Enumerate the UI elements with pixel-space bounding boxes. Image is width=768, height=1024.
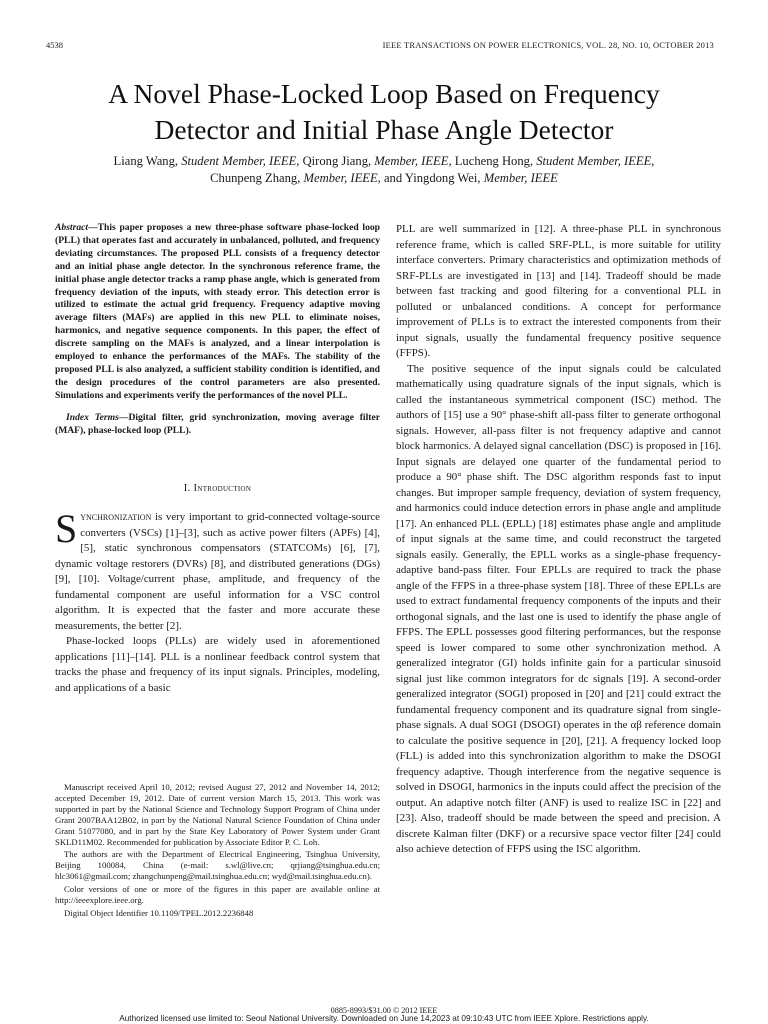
intro-lead-word: ynchronization [80, 511, 152, 523]
footnote-color: Color versions of one or more of the figures in this paper are available online at http://ieeexplore.ieee.org. [55, 884, 380, 906]
author-name: , and Yingdong Wei, [377, 171, 481, 185]
section-numeral: I. [183, 482, 191, 494]
section-heading [55, 481, 380, 497]
author-name: Chunpeng Zhang, [210, 171, 301, 185]
index-terms-label: Index Terms [66, 411, 119, 423]
title-line-1: A Novel Phase-Locked Loop Based on Frequency [108, 78, 660, 109]
author-name: , Qirong Jiang, [296, 154, 372, 168]
introduction-text [55, 506, 380, 696]
license-notice: Authorized licensed use limited to: Seoul National University. Downloaded on June 14,2023 at 09:10:43 UTC from IEEE Xplore. Restrictions apply. [119, 1014, 649, 1023]
first-page-footnote [55, 782, 380, 919]
abstract-label: Abstract [55, 222, 89, 233]
footnote-doi: Digital Object Identifier 10.1109/TPEL.2012.2236848 [64, 907, 254, 918]
footnote-affiliation: The authors are with the Department of Electrical Engineering, Tsinghua University, Beijing 100084, China (e-mail: s.wl@live.cn; qrjiang@tsinghua.edu.cn; hlc3061@gmail.com; zhangchunpeng@mail.tsinghua.edu.cn; wyd@mail.tsinghua.edu.cn). [55, 849, 380, 882]
right-paragraph-2: The positive sequence of the input signals could be calculated mathematically using quadrature signals of the input signals, which is called the instantaneous symmetrical component (ISC) method. The authors of [15] use a 90° phase-shift all-pass filter to generate orthogonal signals. However, all-pass filter is not frequency adaptive and cannot block harmonics. A delayed signal cancellation (DSC) is proposed in [16]. Input signals are delayed one quarter of the fundamental period to produce a 90° phase shift. The DSC algorithm responds fast to input changes. But improper sample frequency, deviation of system frequency, and harmonics could induce detection errors in phase angle and amplitude [17]. An enhanced PLL (EPLL) [18] estimates phase angle and amplitude of input signals at the same time, and could reconstruct the targeted signals easily. Generally, the EPLL works as a single-phase frequency-adaptive band-pass filter. Four EPLLs are required to track the phase angle of the FFPS in a three-phase system [18]. Three of these EPLLs are used to extract fundamental frequency components of the inputs and their orthogonal signals, and the last one is used to identify the phase angle of FFPS. The EPLL possesses good filtering performances, but the response speed is lower compared to some other synchronization method. A generalized integrator (GI) holds infinite gain for a particular sinusoid signal just like common integrators for dc signals [19]. A second-order generalized integrator (SOGI) proposed in [20] and [21] could extract the fundamental frequency component and its quadrature signal from single-phase signals. A dual SOGI (DSOGI) operates in the αβ reference domain to calculate the positive sequence in [20], [21]. A frequency locked loop (FLL) is added into this synchronization algorithm to make the DSOGI frequency adaptive. Though interference from the negative sequence is solved in DSOGI, harmonics in the inputs could affect the precision of the output. An adaptive notch filter (ANF) is used to realize ISC in [22] and [23]. Also, tradeoff should be made between the speed and precision. A discrete Kalman filter (DKF) or a recursive space vector filter [24] could also achieve detection of FFPS using the ISC algorithm. [396, 362, 721, 855]
page-header [46, 40, 714, 54]
paper-title [40, 76, 728, 148]
author-line-2 [50, 170, 718, 187]
title-line-2: Detector and Initial Phase Angle Detector [154, 114, 614, 145]
author-line-1 [50, 153, 718, 170]
author-separator: , [651, 154, 655, 168]
author-name: , Lucheng Hong, [448, 154, 534, 168]
index-terms [55, 412, 380, 438]
intro-paragraph-2: Phase-locked loops (PLLs) are widely used in aforementioned applications [11]–[14]. PLL is a nonlinear feedback control system that tracks the phase and frequency of its input signals. Principles, modeling, and applications of a basic [55, 635, 380, 694]
issn-copyright: 0885-8993/$31.00 © 2012 IEEE [330, 1006, 438, 1015]
right-column [396, 222, 721, 858]
author-membership: Member, IEEE [374, 154, 449, 168]
drop-cap: S [55, 506, 78, 551]
author-membership: Member, IEEE [303, 171, 378, 185]
abstract [55, 222, 380, 403]
author-membership: Student Member, IEEE [536, 154, 652, 168]
intro-paragraph-1 [55, 506, 380, 634]
section-title: Introduction [193, 482, 252, 494]
author-list [50, 153, 718, 187]
index-terms-text: —Digital filter, grid synchronization, moving average filter (MAF), phase-locked loop (PLL). [55, 411, 380, 436]
page-number: 4538 [46, 40, 63, 50]
author-membership: Member, IEEE [483, 171, 558, 185]
abstract-text: —This paper proposes a new three-phase software phase-locked loop (PLL) that operates fast and accurately in unbalanced, polluted, and frequency deviating circumstances. The proposed PLL consists of a frequency detector and an initial phase angle detector. In the synchronous reference frame, the initial phase angle detector tracks a ramp phase angle, which is generated from frequency deviation of the inputs, with steady error. This detection error is utilized to estimate the actual grid frequency. Frequency adaptive moving average filters (MAFs) are applied in this new PLL to eliminate noises, harmonics, and negative sequence components. In this paper, the effect of discrete sampling on the MAFs is analyzed, and a linear interpolation is employed to enhance the performances of the MAFs. The stability of the proposed PLL is also analyzed, a sufficient stability condition is identified, and the design procedures of the control parameters are also presented. Simulations and experiments verify the performances of the novel PLL. [55, 222, 380, 401]
right-paragraph-1: PLL are well summarized in [12]. A three-phase PLL in synchronous reference frame, which is called SRF-PLL, is more suitable for utility interface converters. Primary characteristics and optimization methods of SRF-PLLs are investigated in [13] and [14]. Tradeoff should be made between fast tracking and good filtering for a conventional PLL in polluted or unbalanced conditions. A concept for performance improvement of PLLs is to extract the interested components from their input signals, usually the fundamental frequency positive sequence (FFPS). [396, 223, 721, 359]
author-membership: Student Member, IEEE [181, 154, 297, 168]
intro-p1-text: is very important to grid-connected voltage-source converters (VSCs) [1]–[3], such as active power filters (APFs) [4], [5], static synchronous compensators (STATCOMs) [6], [7], dynamic voltage restorers (DVRs) [8], and distributed generations (DGs) [9], [10]. Voltage/current phase, amplitude, and frequency of the fundamental component are useful information for a VSC control algorithm. It is expected that the faster and more accurate these measurements, the better [2]. [55, 511, 380, 632]
journal-running-head: IEEE TRANSACTIONS ON POWER ELECTRONICS, VOL. 28, NO. 10, OCTOBER 2013 [382, 40, 714, 50]
footnote-manuscript: Manuscript received April 10, 2012; revised August 27, 2012 and November 14, 2012; accepted December 19, 2012. Date of current version March 15, 2013. This work was supported in part by the National Science and Technology Support Program of China under Grant 2007BAA12B02, in part by the National Natural Science Foundation of China under Grant 51077080, and in part by the State Key Laboratory of Power System under Grant SKLD11M02. Recommended for publication by Associate Editor P. C. Loh. [55, 782, 380, 847]
author-name: Liang Wang, [113, 154, 179, 168]
left-column [55, 222, 380, 696]
